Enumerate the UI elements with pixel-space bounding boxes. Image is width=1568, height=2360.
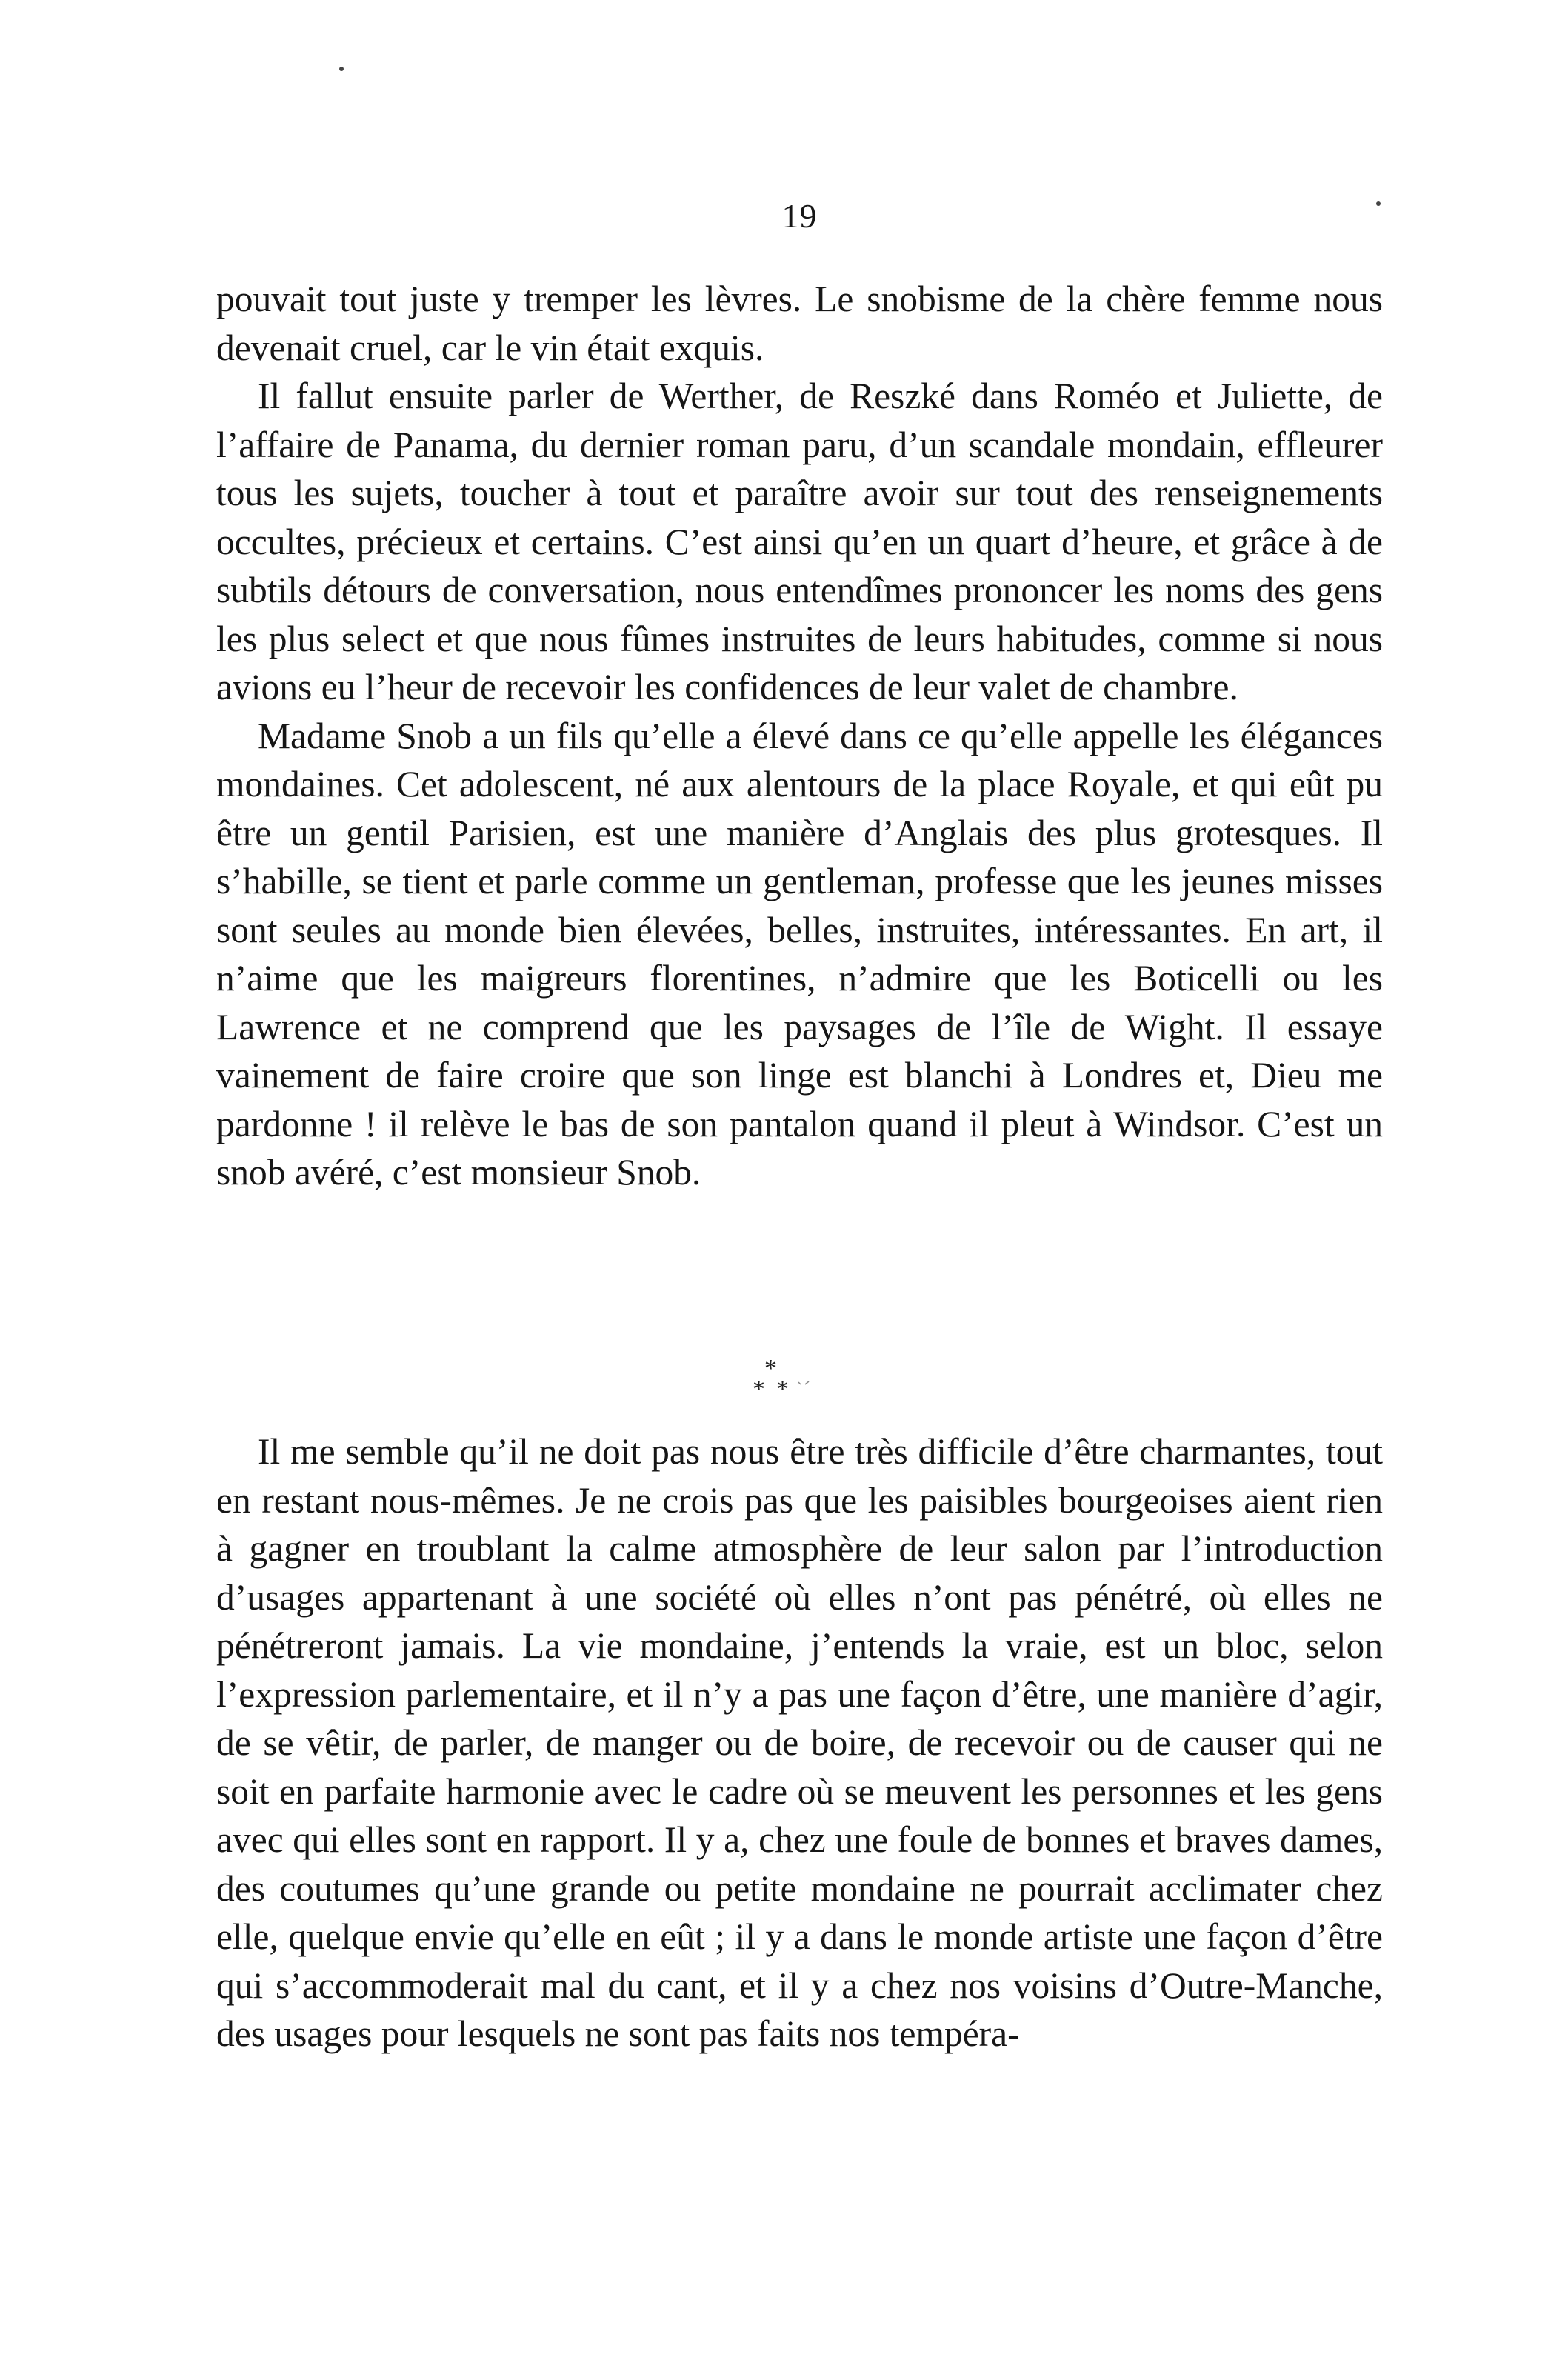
text-section-2 [216, 1427, 1383, 2059]
paragraph: Il fallut ensuite parler de Werther, de Reszké dans Roméo et Juliette, de l’affaire de Panama, du dernier roman paru, d’un scandale mondain, effleurer tous les sujets, toucher à tout et paraître avoir sur tout des renseignements occultes, précieux et certains. C’est ainsi qu’en un quart d’heure, et grâce à de subtils détours de conversation, nous entendîmes prononcer les noms des gens les plus select et que nous fûmes instruites de leurs habitudes, comme si nous avions eu l’heur de recevoir les confidences de leur valet de chambre. [216, 376, 1383, 707]
svg-text:*: * [764, 1355, 777, 1382]
svg-text:*: * [753, 1376, 765, 1403]
paragraph: Madame Snob a un fils qu’elle a élevé dans ce qu’elle appelle les élégances mondaines. Cet adolescent, né aux alentours de la place Royale, et qui eût pu être un gentil Parisien, est une manière d’Anglais des plus grotesques. Il s’habille, se tient et parle comme un gentleman, professe que les jeunes misses sont seules au monde bien élevées, belles, instruites, intéressantes. En art, il n’aime que les maigreurs florentines, n’admire que les Boticelli ou les Lawrence et ne comprend que les paysages de l’île de Wight. Il essaye vainement de faire croire que son linge est blanchi à Londres et, Dieu me pardonne ! il relève le bas de son pantalon quand il pleut à Windsor. C’est un snob avéré, c’est monsieur Snob. [216, 715, 1383, 1193]
text-section-1 [216, 275, 1383, 1197]
paragraph-continued: pouvait tout juste y tremper les lèvres. Le snobisme de la chère femme nous devenait cruel, car le vin était exquis. [216, 279, 1383, 368]
asterism-icon [750, 1351, 824, 1410]
page-number: 19 [781, 197, 818, 235]
paragraph: Il me semble qu’il ne doit pas nous être très difficile d’être charmantes, tout en restant nous-mêmes. Je ne crois pas que les paisibles bourgeoises aient rien à gagner en troublant la calme atmosphère de leur salon par l’introduction d’usages appartenant à une société où elles n’ont pas pénétré, où elles ne pénétreront jamais. La vie mondaine, j’entends la vraie, est un bloc, selon l’expression parlementaire, et il n’y a pas une façon d’être, une manière d’agir, de se vêtir, de parler, de manger ou de boire, de recevoir ou de causer qui ne soit en parfaite harmonie avec le cadre où se meuvent les personnes et les gens avec qui elles sont en rapport. Il y a, chez une foule de bonnes et braves dames, des coutumes qu’une grande ou petite mondaine ne pourrait acclimater chez elle, quelque envie qu’elle en eût ; il y a dans le monde artiste une façon d’être qui s’accommoderait mal du cant, et il y a chez nos voisins d’Outre-Manche, des usages pour lesquels ne sont pas faits nos tempéra- [216, 1431, 1383, 2054]
svg-text:*: * [776, 1376, 789, 1403]
asterism-separator [750, 1351, 824, 1410]
book-page [216, 0, 1383, 2360]
print-speck [339, 67, 344, 71]
